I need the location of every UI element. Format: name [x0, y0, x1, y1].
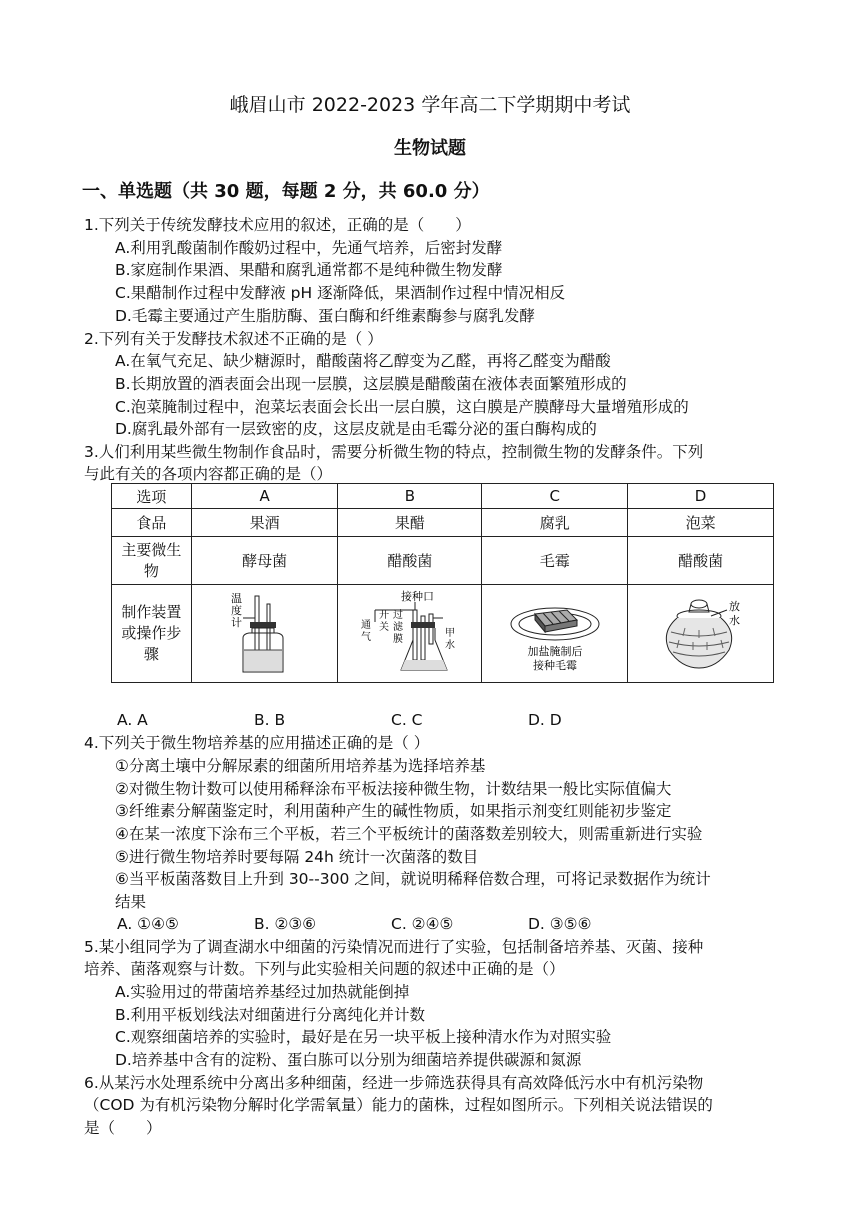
question-4-options [117, 914, 591, 934]
question-5-option-b: B.利用平板划线法对细菌进行分离纯化并计数 [115, 1006, 426, 1024]
fig-label: 关 [378, 621, 389, 633]
question-4-item: ①分离土壤中分解尿素的细菌所用培养基为选择培养基 [115, 757, 486, 775]
question-4-option-d: D. ③⑤⑥ [528, 915, 592, 933]
question-4-option-c: C. ②④⑤ [391, 915, 454, 933]
question-4-stem: 4.下列关于微生物培养基的应用描述正确的是（ ） [84, 734, 430, 752]
fig-label: 计 [230, 615, 242, 629]
label-line: 主要微生 [121, 540, 182, 559]
question-4-item: ⑤进行微生物培养时要每隔 24h 统计一次菌落的数目 [115, 848, 479, 866]
question-2-option-a: A.在氧气充足、缺少糖源时，醋酸菌将乙醇变为乙醛，再将乙醛变为醋酸 [115, 352, 611, 370]
table-header-cell: B [338, 484, 482, 509]
fig-label: 滤 [392, 621, 403, 633]
question-6-stem-line-3: 是（ ） [84, 1119, 162, 1137]
question-4-item: ③纤维素分解菌鉴定时，利用菌种产生的碱性物质，如果指示剂变红则能初步鉴定 [115, 802, 672, 820]
question-4-option-b: B. ②③⑥ [254, 915, 317, 933]
question-5-stem-line-2: 培养、菌落观察与计数。下列与此实验相关问题的叙述中正确的是（） [84, 960, 565, 978]
label-line: 或操作步 [121, 624, 182, 642]
question-4-option-a: A. ①④⑤ [117, 915, 179, 933]
question-6-stem-line-1: 6.从某污水处理系统中分离出多种细菌，经进一步筛选获得具有高效降低污水中有机污染物 [84, 1074, 704, 1092]
table-header-row [112, 484, 774, 509]
question-1-option-c: C.果醋制作过程中发酵液 pH 逐渐降低，果酒制作过程中情况相反 [115, 284, 566, 302]
vinegar-flask-figure [355, 588, 465, 676]
table-cell [628, 585, 774, 683]
table-row-label [112, 585, 192, 683]
fig-label: 气 [360, 631, 371, 643]
question-3-options [117, 710, 562, 730]
question-3-option-a: A. A [117, 711, 148, 729]
question-3-option-c: C. C [391, 711, 423, 729]
fig-label: 水 [444, 639, 455, 651]
question-1-stem: 1.下列关于传统发酵技术应用的叙述，正确的是（ ） [84, 216, 471, 234]
question-6-stem-line-2: （COD 为有机污染物分解时化学需氧量）能力的菌株，过程如图所示。下列相关说法错误的 [84, 1096, 713, 1114]
table-cell [338, 585, 482, 683]
exam-title: 峨眉山市 2022-2023 学年高二下学期期中考试 [229, 94, 631, 116]
question-3-table [111, 483, 774, 683]
fig-label: 通 [360, 619, 371, 631]
table-row-device [112, 585, 774, 683]
table-cell: 醋酸菌 [338, 537, 482, 585]
question-3-stem-line-1: 3.人们利用某些微生物制作食品时，需要分析微生物的特点，控制微生物的发酵条件。下列 [84, 443, 704, 461]
table-cell [191, 585, 338, 683]
table-cell: 腐乳 [482, 509, 628, 537]
question-3-stem-line-2: 与此有关的各项内容都正确的是（） [84, 465, 333, 483]
question-5-option-a: A.实验用过的带菌培养基经过加热就能倒掉 [115, 983, 410, 1001]
question-1-option-b: B.家庭制作果酒、果醋和腐乳通常都不是纯种微生物发酵 [115, 261, 503, 279]
table-cell: 果醋 [338, 509, 482, 537]
fig-caption: 接种毛霉 [532, 658, 577, 672]
fig-label: 甲 [444, 627, 455, 639]
pickle-jar-figure [651, 588, 751, 676]
question-2-option-c: C.泡菜腌制过程中，泡菜坛表面会长出一层白膜，这白膜是产膜酵母大量增殖形成的 [115, 398, 689, 416]
fig-label: 放 [728, 599, 740, 613]
table-cell: 果酒 [191, 509, 338, 537]
question-2-option-b: B.长期放置的酒表面会出现一层膜，这层膜是醋酸菌在液体表面繁殖形成的 [115, 375, 627, 393]
fig-label: 温 [230, 591, 242, 605]
question-3-option-d: D. D [528, 711, 562, 729]
label-line: 骤 [143, 645, 159, 663]
fig-label: 膜 [392, 633, 403, 645]
label-line: 制作装置 [121, 603, 182, 621]
section-heading: 一、单选题（共 30 题，每题 2 分，共 60.0 分） [82, 181, 490, 202]
question-2-option-d: D.腐乳最外部有一层致密的皮，这层皮就是由毛霉分泌的蛋白酶构成的 [115, 420, 597, 438]
question-3-option-b: B. B [254, 711, 286, 729]
fig-label: 水 [728, 613, 740, 627]
fermentation-bottle-figure [225, 588, 305, 676]
fig-caption: 加盐腌制后 [527, 644, 583, 658]
table-cell: 酵母菌 [191, 537, 338, 585]
table-row-microbe [112, 537, 774, 585]
table-row-label [112, 537, 192, 585]
fig-label: 接种口 [400, 589, 434, 603]
question-1-option-a: A.利用乳酸菌制作酸奶过程中，先通气培养，后密封发酵 [115, 239, 503, 257]
table-header-cell: 选项 [112, 484, 192, 509]
table-cell: 泡菜 [628, 509, 774, 537]
question-5-stem-line-1: 5.某小组同学为了调查湖水中细菌的污染情况而进行了实验，包括制备培养基、灭菌、接种 [84, 938, 704, 956]
table-cell: 醋酸菌 [628, 537, 774, 585]
tofu-plate-figure [505, 588, 605, 676]
table-header-cell: A [191, 484, 338, 509]
question-4-item: ④在某一浓度下涂布三个平板，若三个平板统计的菌落数差别较大，则需重新进行实验 [115, 825, 703, 843]
table-row-label: 食品 [112, 509, 192, 537]
question-4-item-continued: 结果 [115, 893, 147, 911]
table-cell: 毛霉 [482, 537, 628, 585]
question-5-option-d: D.培养基中含有的淀粉、蛋白胨可以分别为细菌培养提供碳源和氮源 [115, 1051, 582, 1069]
fig-label: 开 [378, 609, 389, 621]
question-5-option-c: C.观察细菌培养的实验时，最好是在另一块平板上接种清水作为对照实验 [115, 1028, 612, 1046]
fig-label: 度 [230, 603, 242, 617]
table-cell [482, 585, 628, 683]
question-4-item: ⑥当平板菌落数目上升到 30--300 之间，就说明稀释倍数合理，可将记录数据作为统计 [115, 870, 711, 888]
question-2-stem: 2.下列有关于发酵技术叙述不正确的是（ ） [84, 330, 383, 348]
table-row-food [112, 509, 774, 537]
question-4-item: ②对微生物计数可以使用稀释涂布平板法接种微生物，计数结果一般比实际值偏大 [115, 780, 672, 798]
table-header-cell: C [482, 484, 628, 509]
question-1-option-d: D.毛霉主要通过产生脂肪酶、蛋白酶和纤维素酶参与腐乳发酵 [115, 307, 535, 325]
label-line: 物 [143, 561, 159, 580]
fig-label: 过 [392, 609, 403, 621]
exam-subtitle: 生物试题 [394, 138, 466, 159]
table-header-cell: D [628, 484, 774, 509]
